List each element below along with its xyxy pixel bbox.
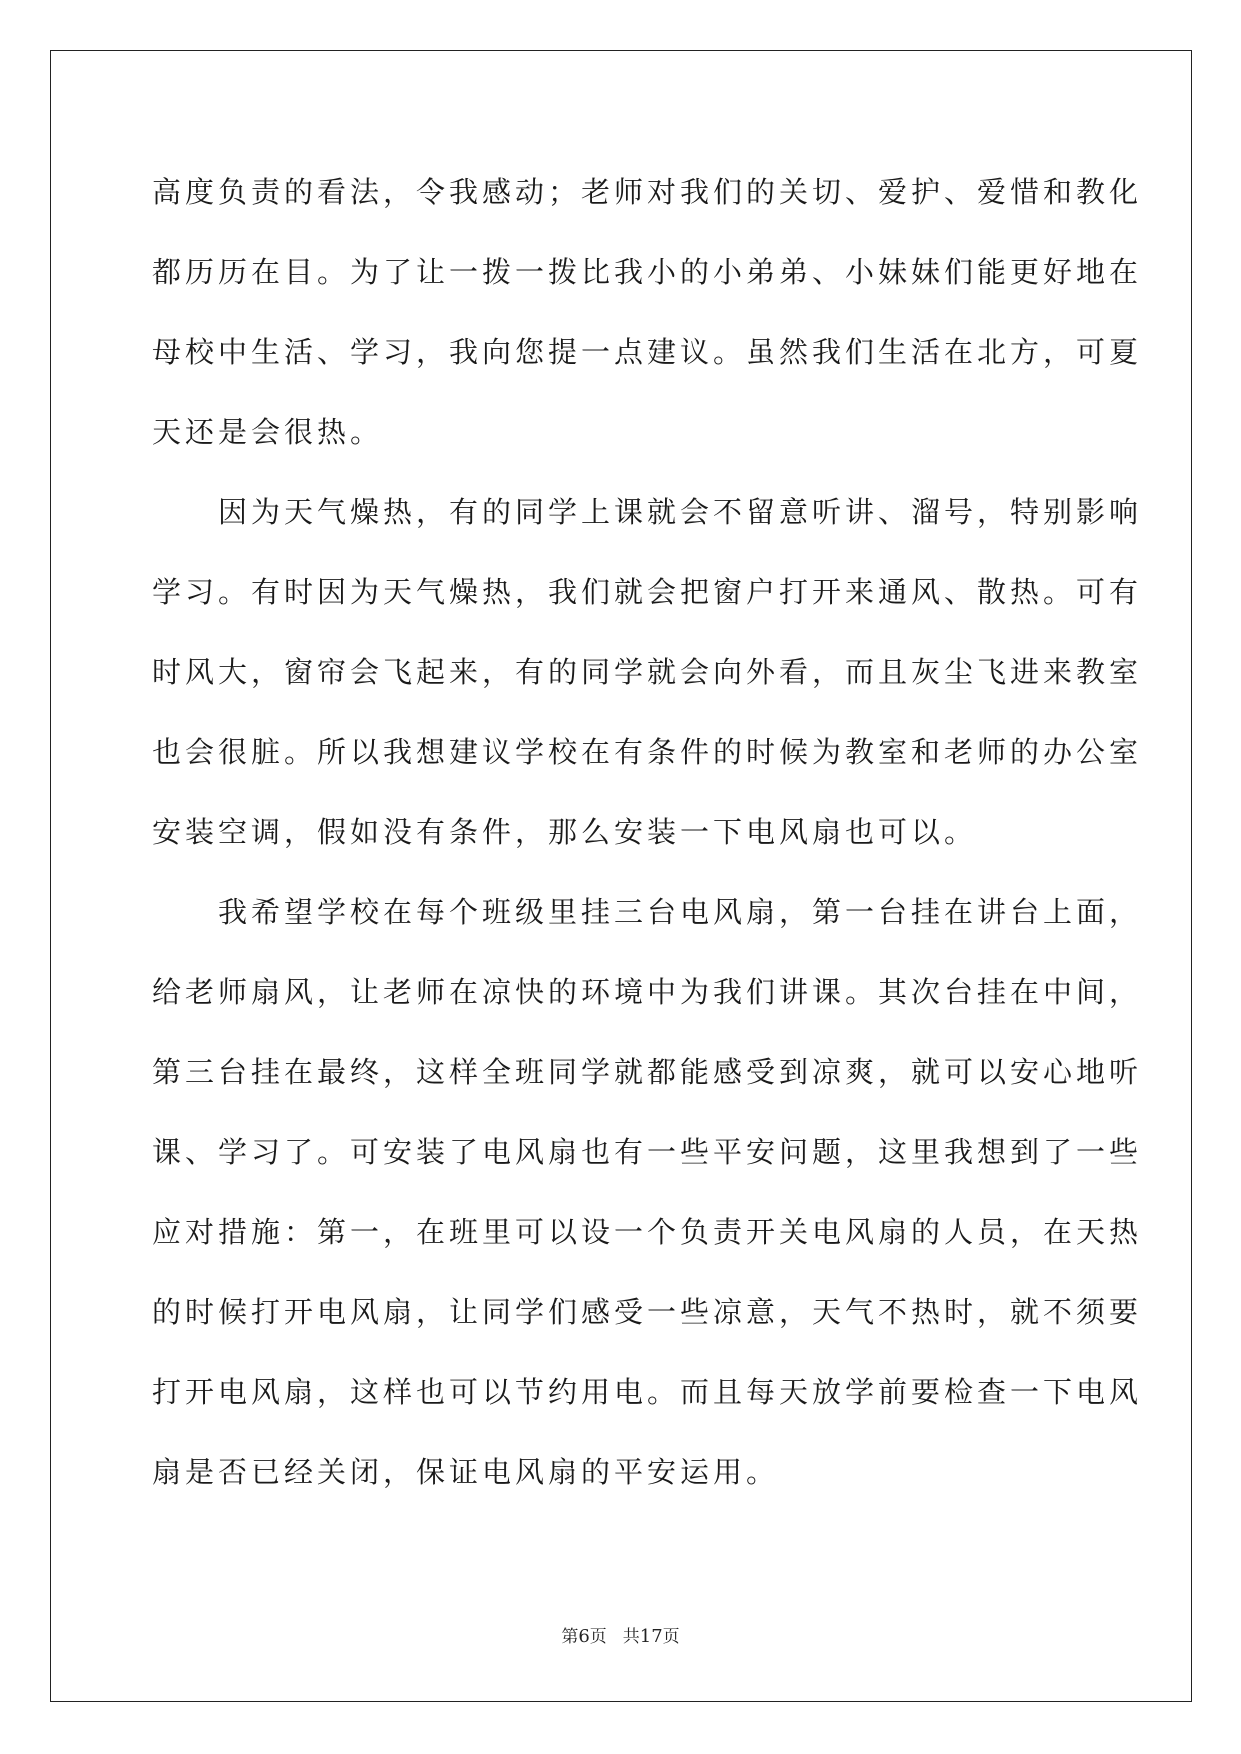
- current-page-number: 6: [578, 1626, 590, 1647]
- total-suffix: 页: [662, 1627, 680, 1647]
- text-line: 安装空调，假如没有条件，那么安装一下电风扇也可以。: [152, 815, 978, 849]
- text-line: 给老师扇风，让老师在凉快的环境中为我们讲课。其次台挂在中间，: [152, 975, 1143, 1009]
- text-line: 也会很脏。所以我想建议学校在有条件的时候为教室和老师的办公室: [152, 735, 1143, 769]
- text-line: 因为天气燥热，有的同学上课就会不留意听讲、溜号，特别影响: [152, 495, 1143, 529]
- text-line: 的时候打开电风扇，让同学们感受一些凉意，天气不热时，就不须要: [152, 1295, 1143, 1329]
- page-footer: [0, 1622, 1241, 1647]
- text-line: 课、学习了。可安装了电风扇也有一些平安问题，这里我想到了一些: [152, 1135, 1143, 1169]
- text-line: 都历历在目。为了让一拨一拨比我小的小弟弟、小妹妹们能更好地在: [152, 255, 1143, 289]
- text-line: 学习。有时因为天气燥热，我们就会把窗户打开来通风、散热。可有: [152, 575, 1143, 609]
- text-line: 母校中生活、学习，我向您提一点建议。虽然我们生活在北方，可夏: [152, 335, 1143, 369]
- text-line: 打开电风扇，这样也可以节约用电。而且每天放学前要检查一下电风: [152, 1375, 1143, 1409]
- page-prefix: 第: [561, 1627, 579, 1647]
- total-prefix: 共: [622, 1627, 640, 1647]
- text-line: 天还是会很热。: [152, 415, 384, 449]
- total-page-count: 17: [639, 1626, 663, 1647]
- text-line: 时风大，窗帘会飞起来，有的同学就会向外看，而且灰尘飞进来教室: [152, 655, 1143, 689]
- page-suffix: 页: [589, 1627, 607, 1647]
- text-line: 第三台挂在最终，这样全班同学就都能感受到凉爽，就可以安心地听: [152, 1055, 1143, 1089]
- text-line: 我希望学校在每个班级里挂三台电风扇，第一台挂在讲台上面，: [152, 895, 1143, 929]
- text-line: 扇是否已经关闭，保证电风扇的平安运用。: [152, 1455, 780, 1489]
- text-line: 高度负责的看法，令我感动；老师对我们的关切、爱护、爱惜和教化: [152, 175, 1143, 209]
- text-line: 应对措施：第一，在班里可以设一个负责开关电风扇的人员，在天热: [152, 1215, 1143, 1249]
- document-body: [152, 152, 1143, 1512]
